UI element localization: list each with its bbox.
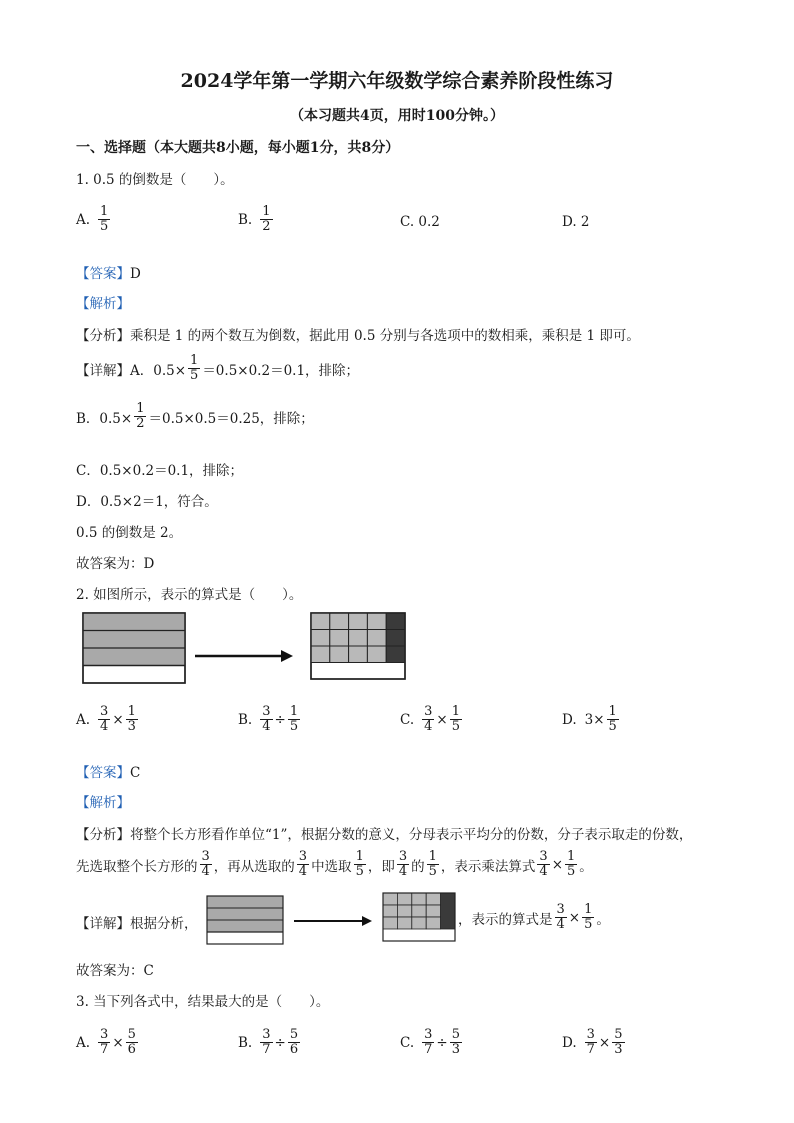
q1-detail-c: C．0.5×0.2＝0.1，排除； — [76, 463, 244, 479]
fraction — [585, 1028, 597, 1057]
q2-answer — [76, 761, 140, 781]
numerator: 3 — [586, 1027, 595, 1042]
q2-option-d — [562, 705, 621, 734]
fraction — [422, 705, 434, 734]
denominator: 2 — [262, 219, 271, 234]
detail-text: 。 — [596, 911, 610, 928]
numerator: 1 — [289, 704, 299, 719]
fenxi-text: ，即 — [367, 858, 395, 875]
fraction — [98, 705, 110, 734]
detail-text: 根据分析， — [130, 916, 198, 932]
denominator: 7 — [424, 1042, 433, 1057]
denominator: 3 — [451, 1042, 461, 1057]
fraction — [288, 1028, 300, 1057]
numerator: 5 — [289, 1027, 299, 1042]
operator: × — [568, 909, 581, 926]
numerator: 1 — [567, 849, 576, 864]
numerator: 3 — [424, 704, 433, 719]
q2-detail-rectangle-left — [206, 895, 284, 945]
fraction — [288, 705, 300, 734]
fenxi-text: 的 — [411, 858, 425, 875]
q3-option-a — [76, 1028, 140, 1057]
q1-detail-d: D．0.5×2＝1，符合。 — [76, 494, 218, 510]
denominator: 5 — [451, 719, 461, 734]
numerator: 1 — [428, 849, 437, 864]
fraction — [607, 705, 619, 734]
fraction — [126, 1028, 138, 1057]
numerator: 3 — [398, 849, 408, 864]
numerator: 1 — [100, 204, 109, 219]
fraction — [98, 1028, 110, 1057]
q2-final-answer: 故答案为：C — [76, 963, 154, 979]
option-label: A. — [76, 211, 91, 228]
fenxi-text: 先选取整个长方形的 — [76, 858, 198, 875]
q2-analysis-tag: 【解析】 — [76, 795, 130, 811]
page-subtitle: （本习题共4页，用时100分钟。） — [290, 108, 504, 124]
denominator: 7 — [586, 1042, 595, 1057]
fraction — [397, 850, 409, 879]
numerator: 3 — [100, 1027, 109, 1042]
q1-option-b — [238, 205, 275, 234]
numerator: 3 — [424, 1027, 433, 1042]
numerator: 5 — [451, 1027, 461, 1042]
option-text: 3× — [584, 711, 605, 728]
denominator: 5 — [355, 864, 364, 879]
q2-option-b — [238, 705, 302, 734]
fraction — [427, 850, 439, 879]
q3-stem: 3. 当下列各式中，结果最大的是（ ）。 — [76, 994, 330, 1010]
option-label: C. — [400, 1034, 415, 1051]
operator: × — [436, 711, 448, 728]
detail-text: ＝0.5×0.5＝0.25，排除； — [148, 410, 314, 427]
q1-option-d: D. 2 — [562, 214, 590, 230]
answer-tag: 【答案】 — [76, 266, 130, 282]
answer-value: C — [130, 765, 141, 781]
page-title: 2024学年第一学期六年级数学综合素养阶段性练习 — [180, 70, 614, 92]
denominator: 3 — [127, 719, 136, 734]
denominator: 4 — [556, 917, 565, 932]
numerator: 1 — [608, 704, 617, 719]
q1-final-answer: 故答案为：D — [76, 556, 155, 572]
q1-option-c: C. 0.2 — [400, 214, 440, 230]
operator: × — [112, 711, 124, 728]
fraction — [354, 850, 366, 879]
denominator: 4 — [424, 719, 433, 734]
q3-option-d — [562, 1028, 627, 1057]
numerator: 1 — [355, 849, 364, 864]
denominator: 4 — [298, 864, 308, 879]
fraction — [450, 1028, 462, 1057]
option-label: A. — [76, 1034, 91, 1051]
fenxi-text: 。 — [579, 858, 593, 875]
q1-stem: 1. 0.5 的倒数是（ ）。 — [76, 172, 234, 188]
arrow-icon — [193, 648, 295, 664]
q3-option-b — [238, 1028, 302, 1057]
fenxi-text: ，再从选取的 — [213, 858, 295, 875]
fenxi-text: 乘积是 1 的两个数互为倒数，据此用 0.5 分别与各选项中的数相乘，乘积是 1 即可。 — [130, 328, 640, 344]
q2-detail-prefix — [76, 912, 198, 932]
operator: × — [112, 1034, 124, 1051]
answer-tag: 【答案】 — [76, 765, 130, 781]
denominator: 2 — [136, 416, 145, 431]
q1-fenxi — [76, 324, 640, 344]
q2-option-c — [400, 705, 464, 734]
q1-option-a — [76, 205, 112, 234]
fraction — [260, 1028, 272, 1057]
q2-option-a — [76, 705, 140, 734]
q2-rectangle-right — [310, 612, 406, 680]
q2-fenxi-line2 — [76, 850, 593, 879]
detail-text: B．0.5× — [76, 410, 133, 427]
q3-option-c — [400, 1028, 464, 1057]
fenxi-tag: 【分析】 — [76, 827, 130, 843]
detail-text: A．0.5× — [130, 362, 187, 379]
arrow-icon — [292, 915, 374, 927]
q2-stem: 2. 如图所示，表示的算式是（ ）。 — [76, 587, 303, 603]
numerator: 5 — [614, 1027, 623, 1042]
fraction — [297, 850, 309, 879]
denominator: 5 — [567, 864, 576, 879]
operator: × — [551, 856, 563, 873]
numerator: 1 — [451, 704, 461, 719]
operator: ÷ — [274, 1034, 286, 1051]
q1-analysis-tag: 【解析】 — [76, 296, 130, 312]
detail-tag: 【详解】 — [76, 362, 130, 379]
detail-text: ＝0.5×0.2＝0.1，排除； — [202, 362, 360, 379]
section-heading: 一、选择题（本大题共8小题，每小题1分，共8分） — [76, 140, 400, 156]
numerator: 3 — [201, 849, 210, 864]
fenxi-text: 将整个长方形看作单位“1”，根据分数的意义，分母表示平均分的份数，分子表示取走的份数， — [130, 827, 693, 843]
numerator: 3 — [100, 704, 109, 719]
answer-value: D — [130, 266, 141, 282]
fraction — [612, 1028, 624, 1057]
denominator: 4 — [539, 864, 548, 879]
numerator: 1 — [584, 902, 593, 917]
fraction — [134, 402, 146, 431]
numerator: 1 — [127, 704, 136, 719]
q2-detail-rectangle-right — [382, 892, 456, 942]
numerator: 1 — [136, 401, 145, 416]
detail-text: ，表示的算式是 — [458, 911, 553, 928]
q1-answer — [76, 262, 141, 282]
numerator: 3 — [262, 704, 271, 719]
numerator: 1 — [190, 353, 199, 368]
operator: ÷ — [274, 711, 286, 728]
fraction — [582, 903, 594, 932]
q2-fenxi-line1 — [76, 823, 692, 843]
denominator: 5 — [190, 368, 199, 383]
operator: × — [598, 1034, 611, 1051]
fraction — [537, 850, 549, 879]
fraction — [188, 354, 200, 383]
q1-conclusion: 0.5 的倒数是 2。 — [76, 525, 183, 541]
denominator: 5 — [608, 719, 617, 734]
denominator: 7 — [100, 1042, 109, 1057]
denominator: 5 — [100, 219, 109, 234]
fraction — [450, 705, 462, 734]
option-label: B. — [238, 1034, 253, 1051]
q1-detail-a — [76, 354, 359, 383]
detail-tag: 【详解】 — [76, 916, 130, 932]
option-label: D. — [562, 711, 577, 728]
option-label: C. — [400, 711, 415, 728]
denominator: 5 — [289, 719, 299, 734]
denominator: 4 — [100, 719, 109, 734]
option-label: D. — [562, 1034, 577, 1051]
operator: ÷ — [436, 1034, 448, 1051]
denominator: 7 — [262, 1042, 271, 1057]
fraction — [200, 850, 212, 879]
fraction — [260, 205, 272, 234]
fraction — [565, 850, 577, 879]
fenxi-tag: 【分析】 — [76, 328, 130, 344]
numerator: 1 — [262, 204, 271, 219]
numerator: 3 — [298, 849, 308, 864]
numerator: 3 — [539, 849, 548, 864]
denominator: 4 — [262, 719, 271, 734]
denominator: 5 — [428, 864, 437, 879]
denominator: 4 — [398, 864, 408, 879]
numerator: 3 — [556, 902, 565, 917]
option-label: A. — [76, 711, 91, 728]
fraction — [260, 705, 272, 734]
denominator: 4 — [201, 864, 210, 879]
denominator: 5 — [584, 917, 593, 932]
fraction — [555, 903, 567, 932]
denominator: 3 — [614, 1042, 623, 1057]
fraction — [126, 705, 138, 734]
denominator: 6 — [127, 1042, 136, 1057]
numerator: 3 — [262, 1027, 271, 1042]
option-label: B. — [238, 711, 253, 728]
fenxi-text: ，表示乘法算式 — [440, 858, 536, 875]
option-label: B. — [238, 211, 253, 228]
fenxi-text: 中选取 — [311, 858, 352, 875]
q2-rectangle-left — [82, 612, 186, 684]
numerator: 5 — [127, 1027, 136, 1042]
denominator: 6 — [289, 1042, 299, 1057]
q1-detail-b — [76, 402, 314, 431]
q2-detail-suffix — [458, 903, 610, 932]
fraction — [98, 205, 110, 234]
fraction — [422, 1028, 434, 1057]
